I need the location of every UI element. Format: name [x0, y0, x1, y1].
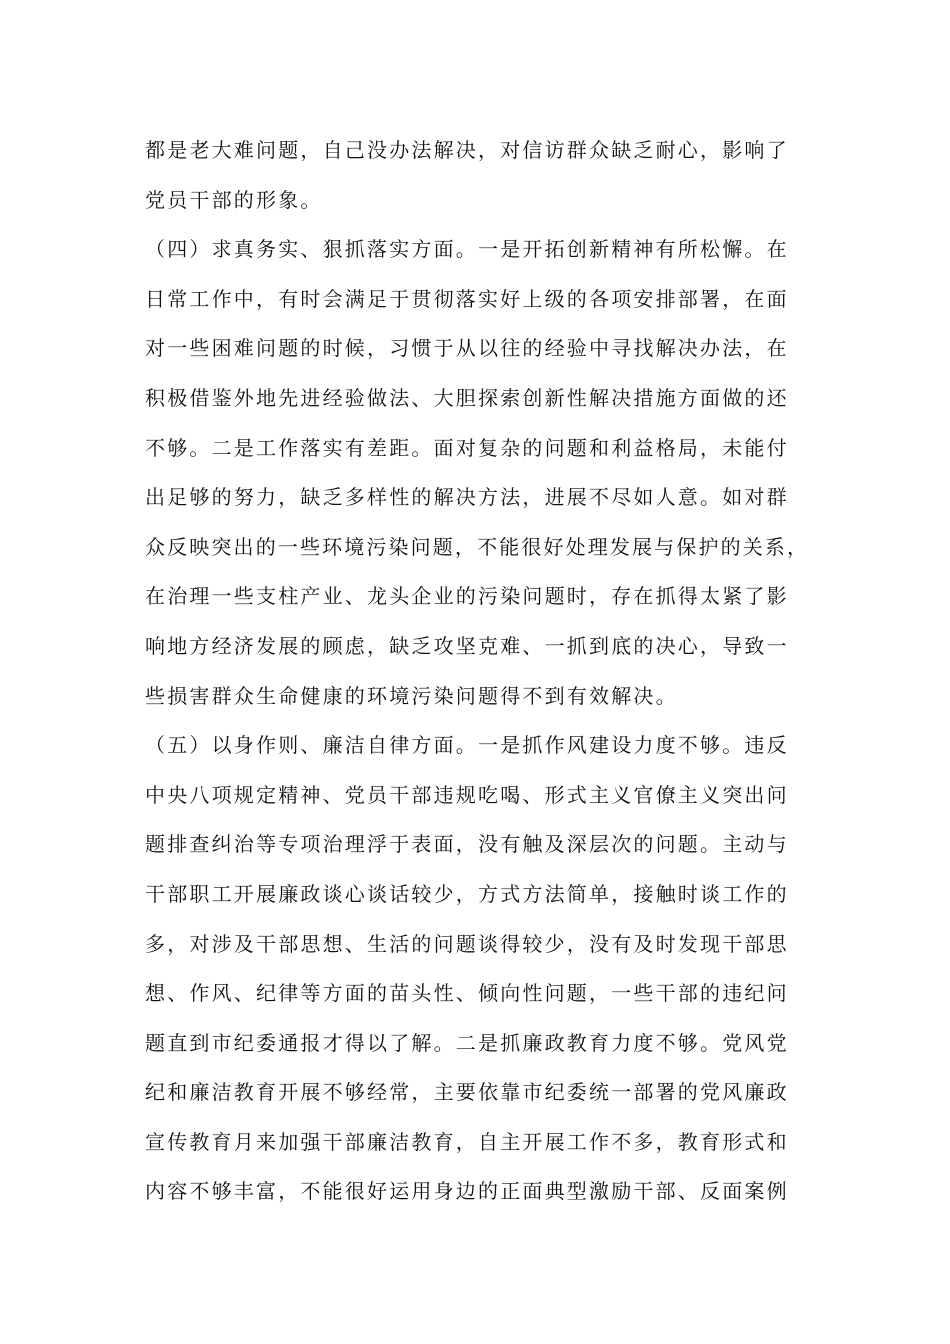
text-line: 党员干部的形象。 [145, 187, 323, 212]
text-line: 中央八项规定精神、党员干部违规吃喝、形式主义官僚主义突出问 [145, 782, 789, 807]
text-line: 出足够的努力，缺乏多样性的解决方法，进展不尽如人意。如对群 [145, 485, 789, 510]
text-line: 都是老大难问题，自己没办法解决，对信访群众缺乏耐心，影响了 [145, 138, 789, 162]
text-line: 在治理一些支柱产业、龙头企业的污染问题时，存在抓得太紧了影 [145, 584, 789, 609]
text-line: （四）求真务实、狠抓落实方面。一是开拓创新精神有所松懈。在 [145, 237, 789, 262]
text-line: 纪和廉洁教育开展不够经常，主要依靠市纪委统一部署的党风廉政 [145, 1080, 789, 1105]
text-line: 积极借鉴外地先进经验做法、大胆探索创新性解决措施方面做的还 [145, 385, 789, 410]
text-line: 内容不够丰富，不能很好运用身边的正面典型激励干部、反面案例 [145, 1179, 789, 1204]
text-line: 对一些困难问题的时候，习惯于从以往的经验中寻找解决办法，在 [145, 336, 789, 361]
text-line: 多，对涉及干部思想、生活的问题谈得较少，没有及时发现干部思 [145, 931, 789, 956]
text-line: 些损害群众生命健康的环境污染问题得不到有效解决。 [145, 683, 678, 708]
text-line: 宣传教育月来加强干部廉洁教育，自主开展工作不多，教育形式和 [145, 1129, 789, 1154]
text-line: 不够。二是工作落实有差距。面对复杂的问题和利益格局，未能付 [145, 435, 789, 460]
text-line: （五）以身作则、廉洁自律方面。一是抓作风建设力度不够。违反 [145, 733, 789, 758]
text-line: 众反映突出的一些环境污染问题，不能很好处理发展与保护的关系， [145, 534, 807, 559]
text-line: 题直到市纪委通报才得以了解。二是抓廉政教育力度不够。党风党 [145, 1030, 789, 1055]
text-line: 响地方经济发展的顾虑，缺乏攻坚克难、一抓到底的决心，导致一 [145, 633, 789, 658]
text-line: 想、作风、纪律等方面的苗头性、倾向性问题，一些干部的违纪问 [145, 981, 789, 1006]
text-line: 日常工作中，有时会满足于贯彻落实好上级的各项安排部署，在面 [145, 286, 789, 311]
body-text [145, 126, 807, 1217]
text-line: 干部职工开展廉政谈心谈话较少，方式方法简单，接触时谈工作的 [145, 881, 789, 906]
text-line: 题排查纠治等专项治理浮于表面，没有触及深层次的问题。主动与 [145, 832, 789, 857]
